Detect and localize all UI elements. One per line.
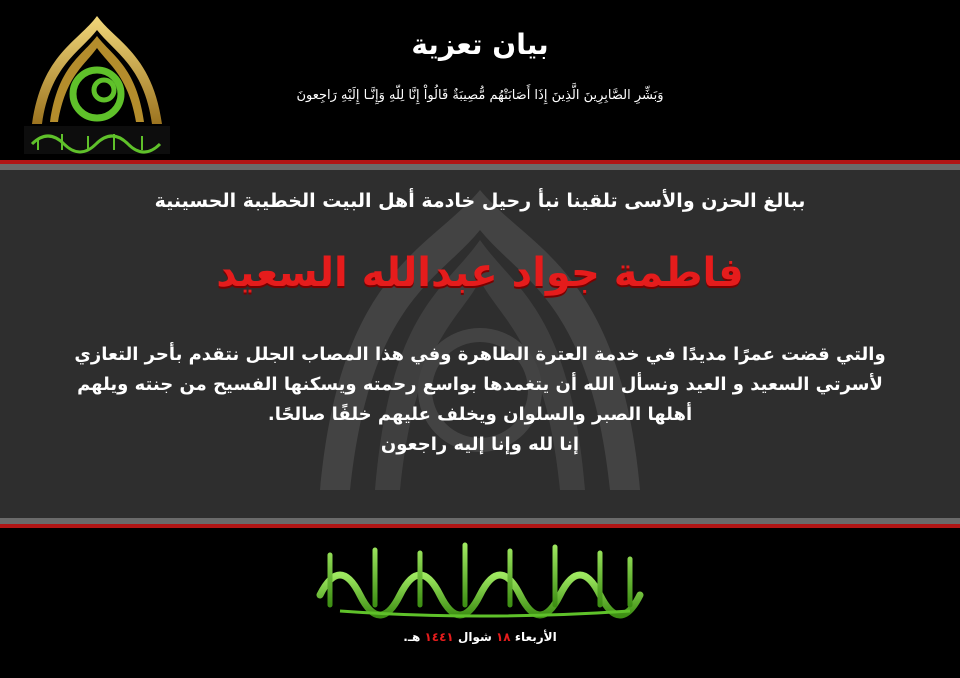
condolence-message (40, 340, 920, 460)
quran-verse: وَبَشِّرِ الصَّابِرِينَ الَّذِينَ إِذَا أَصَابَتْهُم مُّصِيبَةٌ قَالُواْ إِنَّا لِلّهِ وَإِنَّـا إِلَيْهِ رَاجِعونَ (296, 88, 664, 103)
date-year: ١٤٤١ (424, 630, 454, 644)
page-title: بيان تعزية (411, 28, 549, 61)
message-line: أهلها الصبر والسلوان ويخلف عليهم خلفًا صالحًا. (267, 404, 693, 425)
date-era: هـ. (403, 630, 421, 644)
header (0, 0, 960, 160)
calligraphy-logo-icon (300, 535, 660, 620)
message-line: لأسرتي السعيد و العيد ونسأل الله أن يتغمدها بواسع رحمته ويسكنها الفسيح من جنته ويلهم (77, 374, 883, 395)
divider-red-bottom (0, 524, 960, 528)
date-line (0, 630, 960, 644)
announcement-intro: ببالغ الحزن والأسى تلقينا نبأ رحيل خادمة أهل البيت الخطيبة الحسينية (154, 190, 806, 212)
date-day: ١٨ (495, 630, 511, 644)
deceased-name: فاطمة جواد عبدالله السعيد (216, 250, 744, 296)
date-month: شوال (457, 630, 492, 644)
date-weekday: الأربعاء (514, 630, 557, 644)
message-line: إنا لله وإنا إليه راجعون (380, 434, 580, 455)
message-line: والتي قضت عمرًا مديدًا في خدمة العترة الطاهرة وفي هذا المصاب الجلل نتقدم بأحر التعازي (74, 344, 886, 365)
